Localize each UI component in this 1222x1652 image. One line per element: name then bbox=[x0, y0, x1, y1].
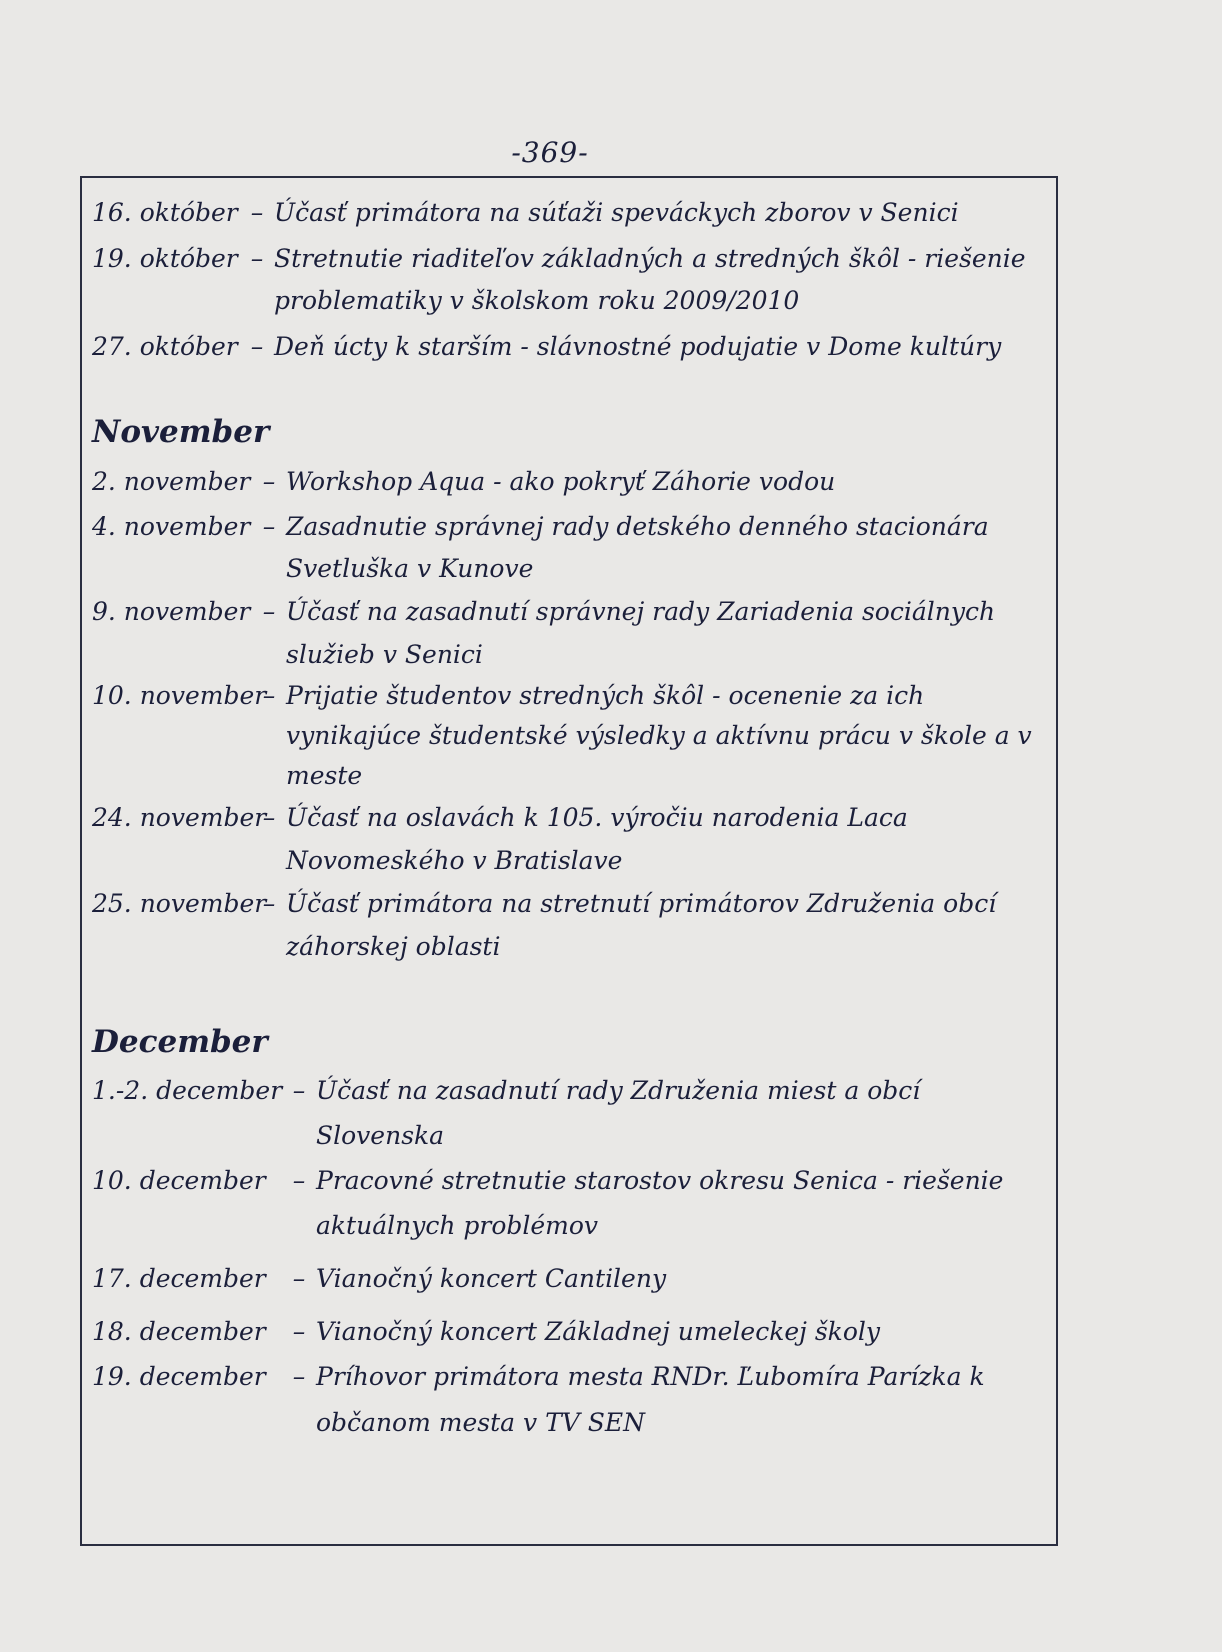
entry-date: 1.-2. december bbox=[92, 1076, 283, 1105]
month-heading: December bbox=[92, 1024, 268, 1060]
entry-date: 4. november bbox=[92, 512, 251, 541]
entry-text: Účasť na zasadnutí správnej rady Zariadenia sociálnych služieb v Senici bbox=[286, 597, 996, 669]
entry-nov-9 bbox=[92, 590, 1042, 676]
entry-text: Účasť na oslavách k 105. výročiu narodenia Laca Novomeského v Bratislave bbox=[286, 803, 908, 875]
entry-date: 24. november bbox=[92, 803, 267, 832]
entry-text: Deň úcty k starším - slávnostné podujatie v Dome kultúry bbox=[274, 332, 1002, 361]
section-october bbox=[92, 188, 1042, 372]
entry-dash: – bbox=[250, 198, 264, 227]
entry-text: Stretnutie riaditeľov základných a stredných škôl - riešenie problematiky v školskom roku 2009/2010 bbox=[274, 244, 1026, 315]
entry-text: Zasadnutie správnej rady detského denného stacionára Svetluška v Kunove bbox=[286, 512, 989, 583]
page-number: -369- bbox=[511, 136, 589, 169]
entry-text: Pracovné stretnutie starostov okresu Senica - riešenie aktuálnych problémov bbox=[316, 1166, 1004, 1240]
entry-date: 18. december bbox=[92, 1317, 266, 1346]
entry-dash: – bbox=[250, 244, 264, 273]
entry-dash: – bbox=[262, 597, 276, 626]
entry-dash: – bbox=[292, 1166, 306, 1195]
entry-date: 9. november bbox=[92, 597, 251, 626]
entry-date: 19. október bbox=[92, 244, 238, 273]
entry-dash: – bbox=[262, 889, 276, 918]
entry-date: 10. december bbox=[92, 1166, 266, 1195]
entry-date: 17. december bbox=[92, 1264, 266, 1293]
entry-dash: – bbox=[262, 681, 276, 710]
entry-oct-27 bbox=[92, 322, 1042, 372]
section-november bbox=[92, 406, 1042, 968]
entry-nov-2 bbox=[92, 458, 1042, 506]
entry-text: Vianočný koncert Cantileny bbox=[316, 1264, 667, 1293]
entry-date: 16. október bbox=[92, 198, 238, 227]
entry-dash: – bbox=[262, 803, 276, 832]
entry-nov-25 bbox=[92, 882, 1042, 968]
entry-dec-1-2 bbox=[92, 1068, 1042, 1158]
entry-dec-18 bbox=[92, 1310, 1042, 1354]
entry-dash: – bbox=[250, 332, 264, 361]
entry-dec-19 bbox=[92, 1354, 1042, 1446]
entry-text: Účasť primátora na stretnutí primátorov Združenia obcí záhorskej oblasti bbox=[286, 889, 997, 961]
entry-dash: – bbox=[292, 1264, 306, 1293]
entry-text: Prijatie študentov stredných škôl - ocenenie za ich vynikajúce študentské výsledky a aktívnu prácu v škole a v meste bbox=[286, 681, 1032, 790]
handwritten-content bbox=[92, 188, 1042, 1446]
entry-text: Účasť primátora na súťaži speváckych zborov v Senici bbox=[274, 198, 959, 227]
entry-dash: – bbox=[262, 467, 276, 496]
month-heading: November bbox=[92, 414, 270, 450]
entry-text: Workshop Aqua - ako pokryť Záhorie vodou bbox=[286, 467, 836, 496]
entry-text: Príhovor primátora mesta RNDr. Ľubomíra Parízka k občanom mesta v TV SEN bbox=[316, 1362, 985, 1437]
entry-dec-10 bbox=[92, 1158, 1042, 1248]
entry-text: Vianočný koncert Základnej umeleckej školy bbox=[316, 1317, 880, 1346]
entry-nov-4 bbox=[92, 506, 1042, 590]
entry-text: Účasť na zasadnutí rady Združenia miest a obcí Slovenska bbox=[316, 1076, 921, 1150]
entry-nov-24 bbox=[92, 796, 1042, 882]
entry-dec-17 bbox=[92, 1248, 1042, 1310]
section-december bbox=[92, 1016, 1042, 1446]
entry-oct-19 bbox=[92, 238, 1042, 322]
entry-date: 19. december bbox=[92, 1362, 266, 1391]
entry-date: 25. november bbox=[92, 889, 267, 918]
section-gap bbox=[92, 372, 1042, 406]
entry-dash: – bbox=[292, 1076, 306, 1105]
entry-dash: – bbox=[262, 512, 276, 541]
entry-date: 10. november bbox=[92, 681, 267, 710]
entry-dash: – bbox=[292, 1317, 306, 1346]
entry-nov-10 bbox=[92, 676, 1042, 796]
entry-dash: – bbox=[292, 1362, 306, 1391]
section-gap bbox=[92, 968, 1042, 1016]
entry-date: 27. október bbox=[92, 332, 238, 361]
entry-date: 2. november bbox=[92, 467, 251, 496]
entry-oct-16 bbox=[92, 188, 1042, 238]
